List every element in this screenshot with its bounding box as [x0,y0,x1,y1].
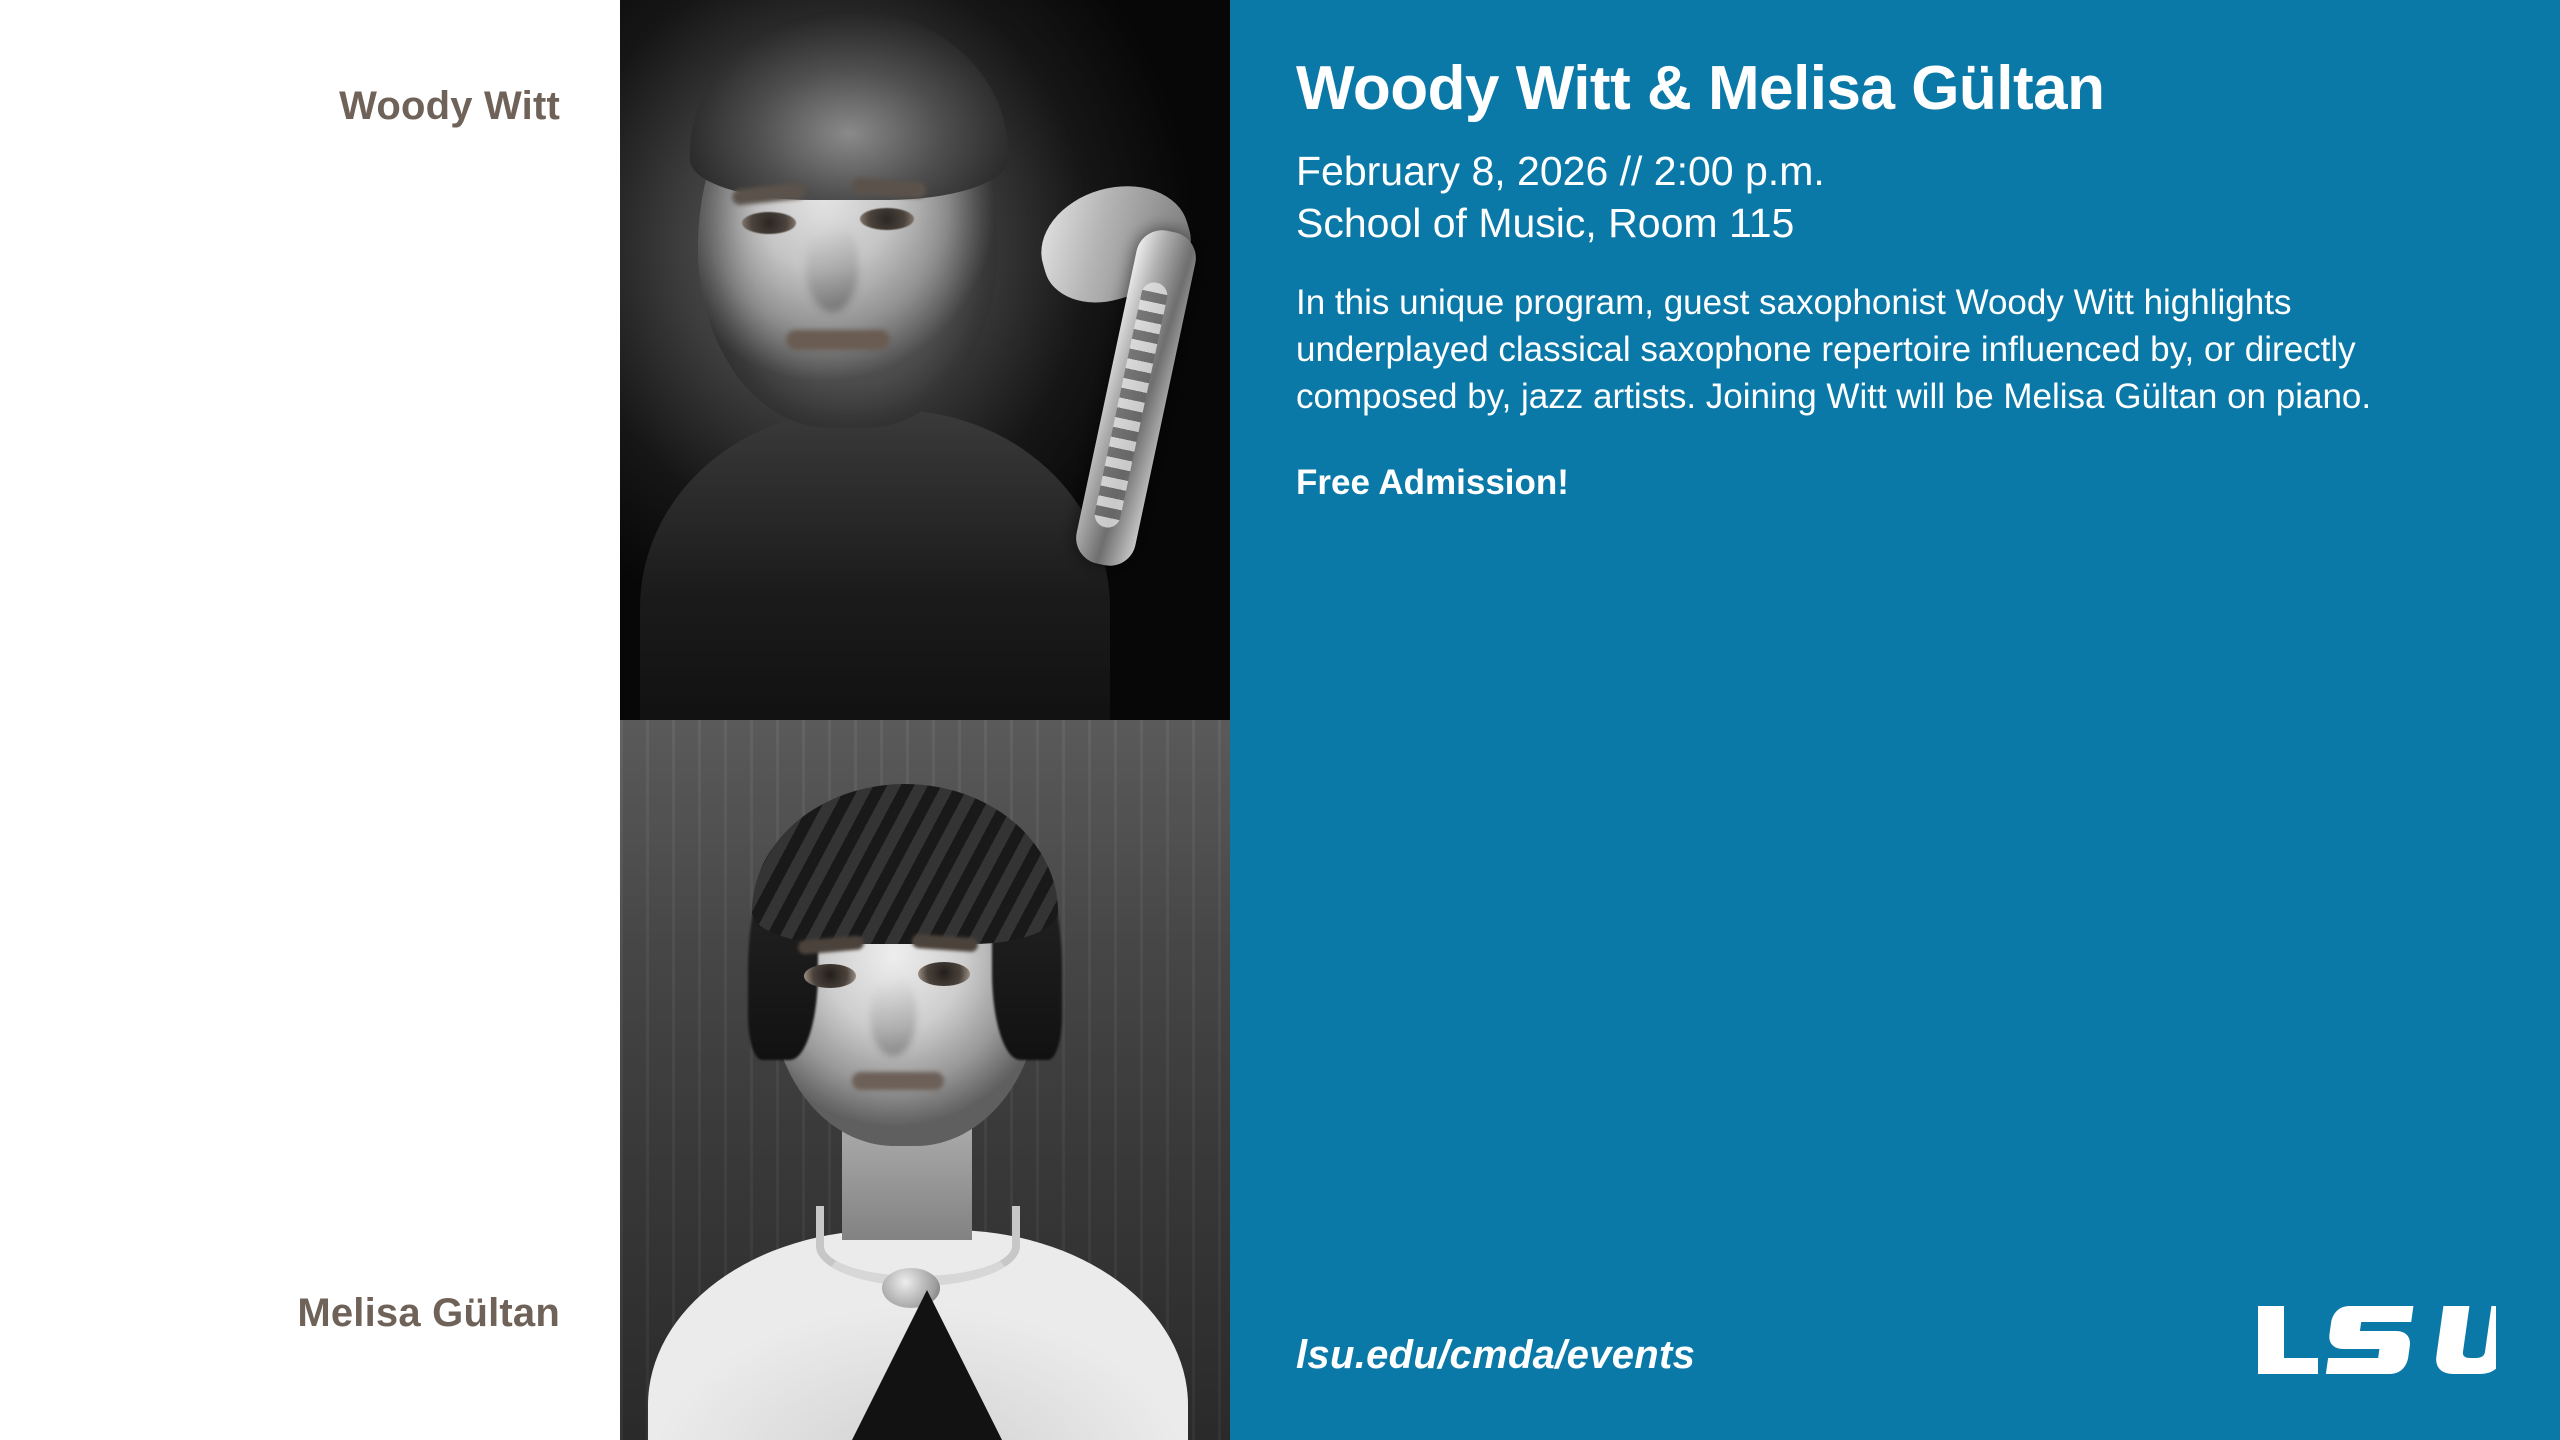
website-url[interactable]: lsu.edu/cmda/events [1296,1333,1696,1377]
event-title: Woody Witt & Melisa Gültan [1296,54,2105,123]
performer-name-top: Woody Witt [339,84,560,128]
mouth-shape [852,1072,944,1090]
performer-names-column [0,0,620,1440]
nose-shape [870,978,916,1056]
photo-woody-witt [620,0,1230,720]
lsu-logo [2254,1302,2496,1378]
performer-name-bottom: Melisa Gültan [297,1291,560,1335]
event-info-panel [1230,0,2560,1440]
admission-note: Free Admission! [1296,462,1569,502]
event-description: In this unique program, guest saxophonist Woody Witt highlights underplayed classical saxophone repertoire influenced by, or directly composed by, jazz artists. Joining Witt will be Melisa Gültan on piano. [1296,282,2372,416]
eye-left [742,212,796,234]
eye-left [804,964,856,988]
nose-shape [806,226,858,312]
event-location: School of Music, Room 115 [1296,200,1795,247]
poster-footer [1296,1302,2496,1378]
mouth-shape [786,330,890,350]
event-when-block [1296,145,2490,250]
eye-right [918,962,970,986]
event-date-time: February 8, 2026 // 2:00 p.m. [1296,147,1825,194]
performer-photos-column [620,0,1230,1440]
photo-melisa-gultan [620,720,1230,1440]
eye-right [860,208,914,230]
